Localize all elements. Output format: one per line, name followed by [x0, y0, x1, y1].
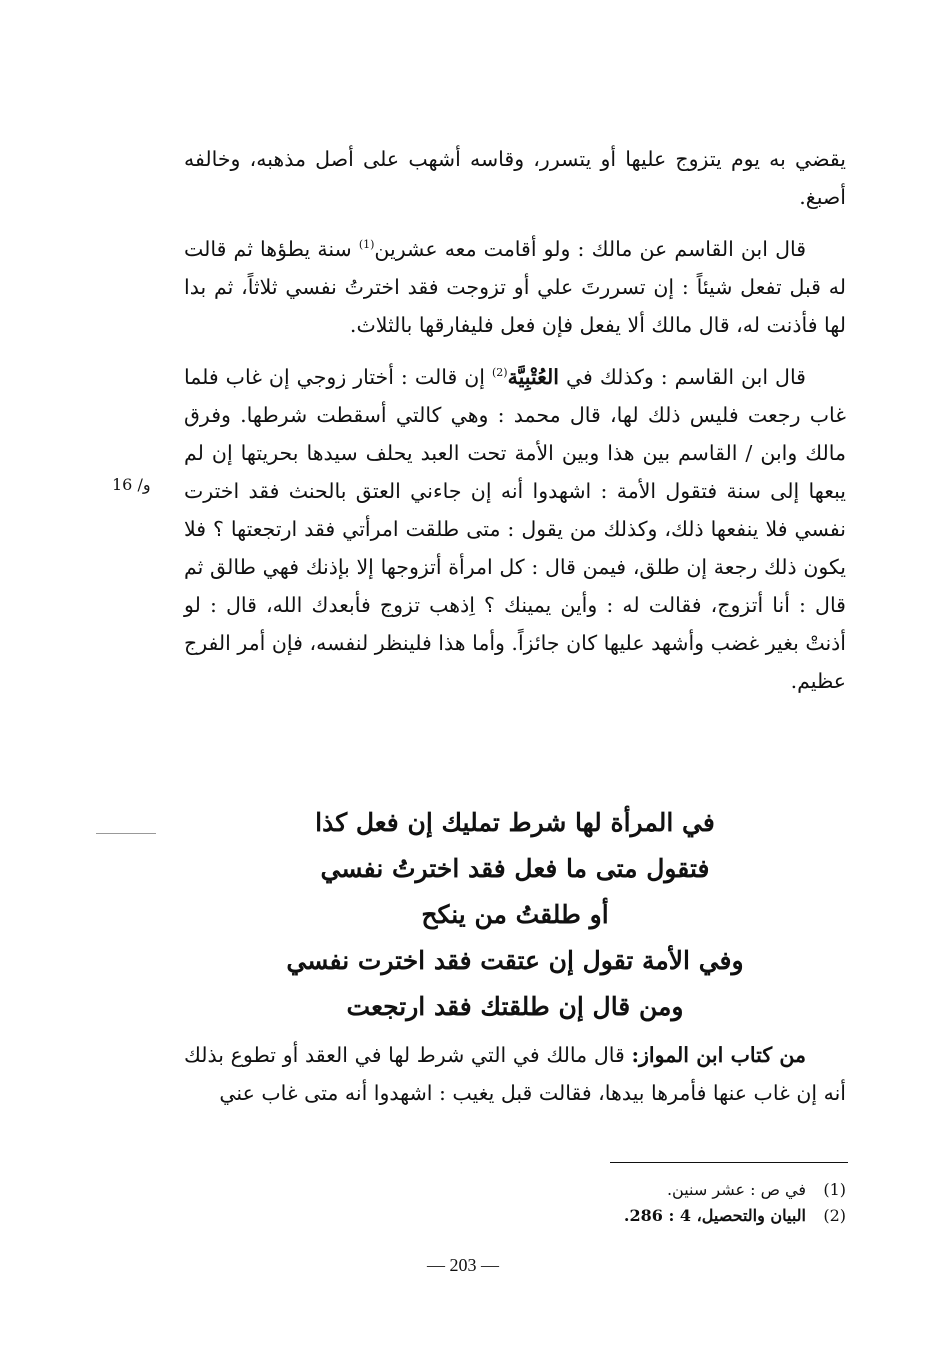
paragraph-4-text: قال مالك في التي شرط لها في العقد أو تطوع بذلك أنه إن غاب عنها فأمرها بيدها، فقالت قبل يغيب : اشهدوا أنه متى غاب عني	[184, 1043, 846, 1105]
footnote-number: (1)	[823, 1180, 846, 1199]
paragraph-2-part-a: قال ابن القاسم عن مالك : ولو أقامت معه عشرين	[374, 237, 807, 261]
paragraph-3-part-a: قال ابن القاسم : وكذلك في	[558, 365, 806, 389]
main-text	[184, 140, 846, 700]
heading-line-5: ومن قال إن طلقتك فقد ارتجعت	[346, 992, 684, 1021]
heading-line-1: في المرأة لها شرط تمليك إن فعل كذا	[315, 808, 715, 837]
paragraph-2-part-b: سنة يطؤها ثم قالت له قبل تفعل شيئاً : إن تسررتَ علي أو تزوجت فقد اخترتُ نفسي ثلاثاً، ثم بدا لها فأذنت له، قال مالك ألا يفعل فإن فعل فليفارقها بالثلاث.	[184, 237, 846, 337]
section-heading	[184, 800, 846, 1030]
footnote-text: في ص : عشر سنين.	[666, 1180, 806, 1199]
footnote-text: البيان والتحصيل، 4 : 286.	[623, 1206, 806, 1225]
paragraph-4	[184, 1036, 846, 1112]
book-title-utbiyya: العُتْبِيَّة	[507, 365, 559, 389]
footnote-ref-1: (1)	[358, 238, 375, 252]
left-marginal-rule	[96, 833, 156, 834]
footnote-divider	[610, 1162, 848, 1163]
footnote-ref-2: (2)	[491, 366, 508, 380]
heading-line-2: فتقول متى ما فعل فقد اخترتُ نفسي	[320, 854, 710, 883]
page-number: — 203 —	[427, 1255, 499, 1275]
paragraph-3	[184, 358, 846, 700]
footnote-number: (2)	[823, 1206, 846, 1225]
lower-text	[184, 1036, 846, 1112]
footnotes	[184, 1177, 846, 1229]
paragraph-1: يقضي به يوم يتزوج عليها أو يتسرر، وقاسه أشهب على أصل مذهبه، وخالفه أصبغ.	[184, 147, 846, 209]
footnote-1	[184, 1177, 846, 1203]
footnote-2	[184, 1203, 846, 1229]
source-label: من كتاب ابن المواز:	[631, 1043, 806, 1067]
heading-line-3: أو طلقتُ من ينكح	[421, 900, 609, 929]
paragraph-2	[184, 230, 846, 344]
paragraph-3-part-b: إن قالت : أختار زوجي إن غاب فلما غاب رجعت فليس ذلك لها، قال محمد : وهي كالتي أسقطت شرطها. وفرق مالك وابن / القاسم بين هذا وبين الأمة تحت العبد يحلف سيدها بحريتها إن لم يبعها إلى سنة فتقول الأمة : اشهدوا أنه إن جاءني العتق بالحنث فقد اخترت نفسي فلا ينفعها ذلك، وكذلك من يقول : متى طلقت امرأتي فقد ارتجعتها ؟ فلا يكون ذلك رجعة إن طلق، فيمن قال : كل امرأة أتزوجها إلا بإذنك فهي طالق ثم قال : أنا أتزوج، فقالت له : وأين يمينك ؟ اِذهب تزوج فأبعدك الله، قال : لو أذنتْ بغير غضب وأشهد عليها كان جائزاً. وأما هذا فلينظر لنفسه، فإن أمر الفرج عظيم.	[184, 365, 846, 693]
heading-line-4: وفي الأمة تقول إن عتقت فقد اخترت نفسي	[286, 946, 744, 975]
manuscript-folio-note: 16 /و	[112, 475, 151, 494]
